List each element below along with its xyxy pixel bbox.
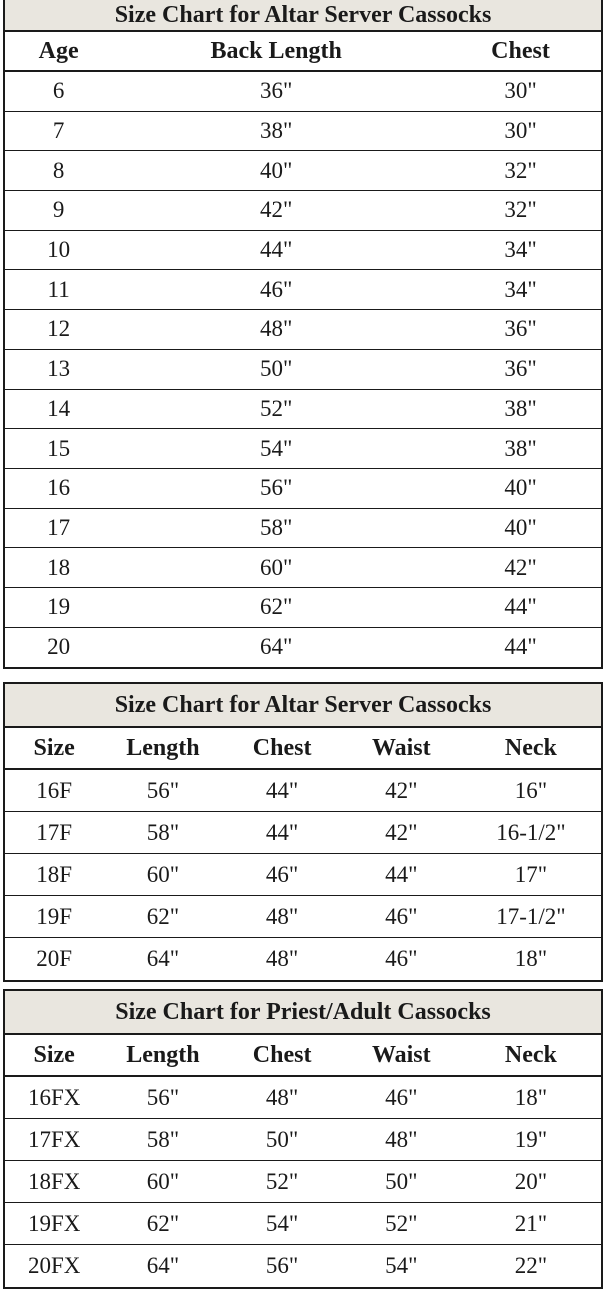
- cell-size: 19F: [36, 903, 73, 929]
- cell-size: 16FX: [27, 1084, 81, 1110]
- column-header-chest: Chest: [491, 37, 550, 64]
- column-header-neck: Neck: [504, 734, 557, 761]
- cell-back-length: 38": [259, 118, 293, 144]
- cell-back-length: 42": [259, 197, 293, 223]
- cell-age: 10: [47, 237, 71, 263]
- cell-age: 17: [47, 514, 71, 540]
- cell-back-length: 64": [259, 634, 293, 660]
- cell-neck: 18": [514, 1084, 548, 1110]
- cell-size: 17F: [36, 819, 73, 845]
- cell-back-length: 40": [259, 157, 293, 183]
- chart-title: Size Chart for Altar Server Cassocks: [5, 684, 601, 728]
- cell-length: 64": [146, 1253, 180, 1278]
- table-row: [5, 310, 601, 350]
- table-row: [5, 429, 601, 469]
- table-row: [5, 350, 601, 390]
- cell-chest: 48": [265, 1084, 299, 1110]
- cell-chest: 44": [504, 634, 537, 660]
- cell-size: 17FX: [27, 1126, 81, 1152]
- cell-waist: 42": [385, 819, 418, 845]
- cell-back-length: 52": [259, 395, 293, 421]
- cell-waist: 52": [385, 1210, 418, 1236]
- table-row: [5, 896, 601, 938]
- cell-length: 62": [146, 903, 180, 929]
- cell-age: 20: [47, 634, 71, 660]
- table-row: [5, 509, 601, 549]
- table-row: [5, 770, 601, 812]
- priest-adult-chart: [3, 989, 603, 1289]
- column-header-size: Size: [33, 734, 75, 761]
- table-row: [5, 390, 601, 430]
- cell-chest: 44": [504, 594, 537, 620]
- column-header-chest: Chest: [252, 734, 312, 761]
- cell-length: 56": [146, 1084, 180, 1110]
- altar-server-size-chart: [3, 682, 603, 982]
- header-row: [5, 728, 601, 770]
- cell-chest: 50": [265, 1126, 299, 1152]
- cell-chest: 40": [504, 514, 537, 540]
- cell-age: 8: [52, 157, 65, 183]
- cell-size: 19FX: [27, 1210, 81, 1236]
- table-row: [5, 588, 601, 628]
- table-row: [5, 112, 601, 152]
- cell-neck: 20": [514, 1168, 548, 1194]
- cell-age: 11: [47, 276, 70, 302]
- cell-neck: 17-1/2": [496, 903, 566, 929]
- cell-length: 60": [146, 861, 180, 887]
- table-row: [5, 854, 601, 896]
- cell-neck: 22": [514, 1253, 548, 1278]
- cell-chest: 52": [265, 1168, 299, 1194]
- cell-waist: 46": [385, 903, 418, 929]
- cell-waist: 46": [385, 946, 418, 971]
- header-row: [5, 32, 601, 72]
- table-row: [5, 270, 601, 310]
- cell-back-length: 56": [259, 475, 293, 501]
- cell-chest: 46": [265, 861, 299, 887]
- cell-chest: 44": [265, 777, 299, 803]
- cell-chest: 36": [504, 316, 537, 342]
- column-header-chest: Chest: [252, 1041, 312, 1068]
- table-row: [5, 1203, 601, 1245]
- cell-length: 58": [146, 819, 180, 845]
- cell-chest: 42": [504, 554, 537, 580]
- cell-age: 7: [52, 118, 65, 144]
- cell-chest: 56": [265, 1253, 299, 1278]
- altar-server-age-chart: [3, 0, 603, 669]
- cell-chest: 44": [265, 819, 299, 845]
- cell-neck: 21": [514, 1210, 548, 1236]
- cell-back-length: 46": [259, 276, 293, 302]
- column-header-neck: Neck: [504, 1041, 557, 1068]
- table-row: [5, 1245, 601, 1287]
- cell-length: 60": [146, 1168, 180, 1194]
- chart-title: Size Chart for Altar Server Cassocks: [5, 0, 601, 32]
- cell-length: 56": [146, 777, 180, 803]
- table-row: [5, 151, 601, 191]
- cell-chest: 30": [504, 78, 537, 104]
- cell-neck: 17": [514, 861, 548, 887]
- cell-age: 9: [52, 197, 65, 223]
- cell-neck: 19": [514, 1126, 548, 1152]
- cell-size: 20F: [36, 946, 73, 971]
- table-row: [5, 548, 601, 588]
- cell-age: 14: [47, 395, 71, 421]
- table-row: [5, 628, 601, 668]
- table-row: [5, 469, 601, 509]
- cell-chest: 34": [504, 276, 537, 302]
- cell-length: 62": [146, 1210, 180, 1236]
- cell-chest: 48": [265, 903, 299, 929]
- table-row: [5, 938, 601, 980]
- cell-back-length: 54": [259, 435, 293, 461]
- table-row: [5, 72, 601, 112]
- cell-size: 20FX: [27, 1253, 81, 1278]
- cell-age: 19: [47, 594, 71, 620]
- header-row: [5, 1035, 601, 1077]
- cell-chest: 38": [504, 435, 537, 461]
- cell-waist: 42": [385, 777, 418, 803]
- column-header-size: Size: [33, 1041, 75, 1068]
- cell-size: 18F: [36, 861, 73, 887]
- cell-age: 12: [47, 316, 71, 342]
- cell-neck: 16-1/2": [496, 819, 566, 845]
- cell-back-length: 48": [259, 316, 293, 342]
- table-row: [5, 1119, 601, 1161]
- cell-waist: 44": [385, 861, 418, 887]
- cell-age: 6: [52, 78, 65, 104]
- cell-back-length: 44": [259, 237, 293, 263]
- cell-length: 64": [146, 946, 180, 971]
- cell-age: 15: [47, 435, 71, 461]
- column-header-back-length: Back Length: [210, 37, 342, 64]
- table-row: [5, 1161, 601, 1203]
- cell-age: 16: [47, 475, 71, 501]
- cell-neck: 18": [514, 946, 548, 971]
- cell-waist: 46": [385, 1084, 418, 1110]
- table-row: [5, 1077, 601, 1119]
- cell-back-length: 50": [259, 356, 293, 382]
- cell-neck: 16": [514, 777, 548, 803]
- cell-waist: 48": [385, 1126, 418, 1152]
- chart-title: Size Chart for Priest/Adult Cassocks: [5, 991, 601, 1035]
- column-header-waist: Waist: [371, 734, 431, 761]
- cell-chest: 32": [504, 197, 537, 223]
- cell-back-length: 62": [259, 594, 293, 620]
- cell-length: 58": [146, 1126, 180, 1152]
- column-header-length: Length: [126, 1041, 200, 1068]
- cell-chest: 34": [504, 237, 537, 263]
- cell-age: 18: [47, 554, 71, 580]
- table-row: [5, 191, 601, 231]
- cell-chest: 32": [504, 157, 537, 183]
- cell-size: 18FX: [27, 1168, 81, 1194]
- column-header-age: Age: [38, 37, 79, 64]
- column-header-waist: Waist: [371, 1041, 431, 1068]
- cell-back-length: 36": [259, 78, 293, 104]
- cell-chest: 30": [504, 118, 537, 144]
- cell-age: 13: [47, 356, 71, 382]
- table-row: [5, 812, 601, 854]
- cell-size: 16F: [36, 777, 73, 803]
- cell-back-length: 60": [259, 554, 293, 580]
- cell-chest: 54": [265, 1210, 299, 1236]
- table-row: [5, 231, 601, 271]
- column-header-length: Length: [126, 734, 200, 761]
- cell-waist: 54": [385, 1253, 418, 1278]
- cell-chest: 40": [504, 475, 537, 501]
- cell-back-length: 58": [259, 514, 293, 540]
- cell-waist: 50": [385, 1168, 418, 1194]
- cell-chest: 36": [504, 356, 537, 382]
- cell-chest: 38": [504, 395, 537, 421]
- cell-chest: 48": [265, 946, 299, 971]
